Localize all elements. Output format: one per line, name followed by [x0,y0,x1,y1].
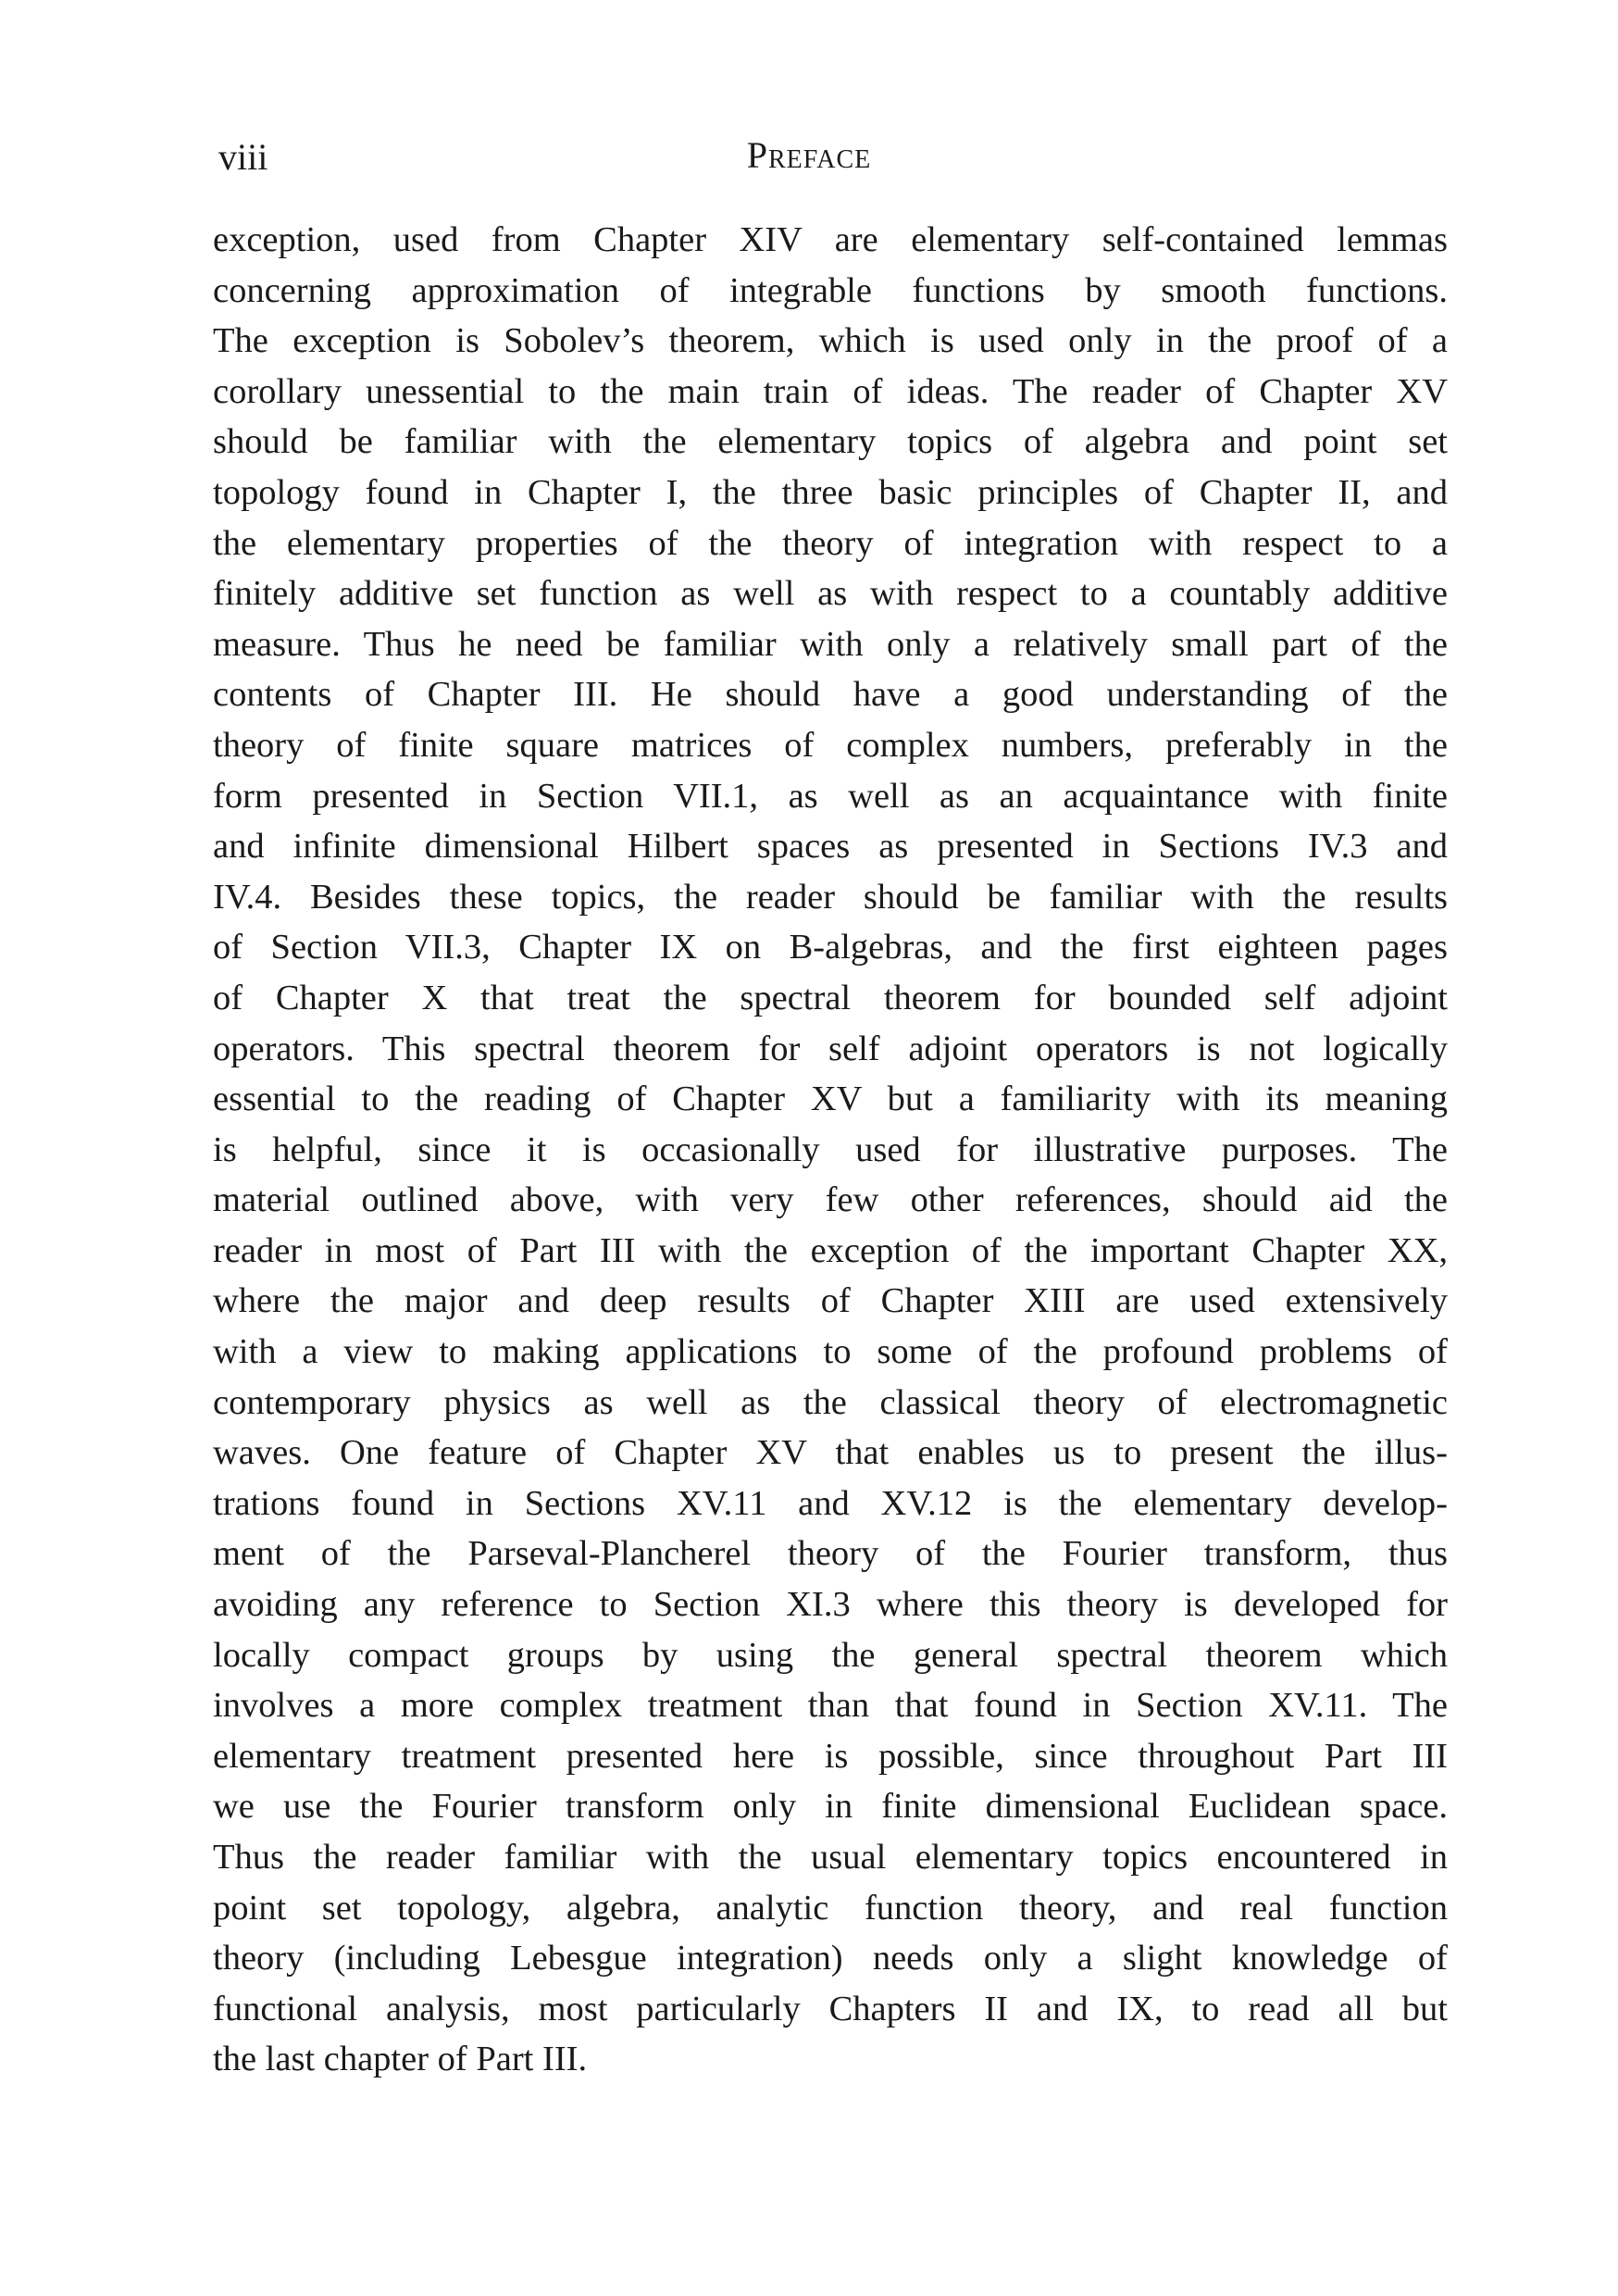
text-line: The exception is Sobolev’s theorem, which is used only in the proof of a [213,321,1448,361]
text-line: waves. One feature of Chapter XV that enables us to present the illus- [213,1433,1448,1473]
text-line: the elementary properties of the theory of integration with respect to a [213,523,1448,563]
text-line: of Section VII.3, Chapter IX on B-algebras, and the first eighteen pages [213,928,1448,967]
text-line: essential to the reading of Chapter XV but a familiarity with its meaning [213,1079,1448,1119]
page-number: viii [218,136,268,178]
text-line: elementary treatment presented here is possible, since throughout Part III [213,1736,1448,1776]
text-line: topology found in Chapter I, the three basic principles of Chapter II, and [213,472,1448,512]
text-line: is helpful, since it is occasionally used for illustrative purposes. The [213,1129,1448,1169]
text-line: avoiding any reference to Section XI.3 where this theory is developed for [213,1585,1448,1625]
text-line: ment of the Parseval-Plancherel theory of the Fourier transform, thus [213,1534,1448,1574]
text-line: form presented in Section VII.1, as well as an acquaintance with finite [213,776,1448,816]
text-line: exception, used from Chapter XIV are elementary self-contained lemmas [213,220,1448,259]
text-line: where the major and deep results of Chapter XIII are used extensively [213,1281,1448,1321]
text-line: contemporary physics as well as the classical theory of electromagnetic [213,1382,1448,1422]
text-line: Thus the reader familiar with the usual elementary topics encountered in [213,1838,1448,1877]
text-line: trations found in Sections XV.11 and XV.12 is the elementary develop- [213,1483,1448,1523]
text-line: contents of Chapter III. He should have a good understanding of the [213,675,1448,715]
text-line: we use the Fourier transform only in finite dimensional Euclidean space. [213,1787,1448,1827]
text-line: of Chapter X that treat the spectral theorem for bounded self adjoint [213,978,1448,1017]
running-head: Preface [746,134,872,176]
text-line: point set topology, algebra, analytic function theory, and real function [213,1888,1448,1928]
text-line: the last chapter of Part III. [213,2040,588,2079]
text-line: concerning approximation of integrable functions by smooth functions. [213,270,1448,310]
text-line: involves a more complex treatment than that found in Section XV.11. The [213,1686,1448,1726]
text-line: reader in most of Part III with the exception of the important Chapter XX, [213,1230,1448,1270]
text-line: finitely additive set function as well as with respect to a countably additive [213,574,1448,614]
text-line: IV.4. Besides these topics, the reader should be familiar with the results [213,877,1448,917]
text-line: locally compact groups by using the general spectral theorem which [213,1635,1448,1675]
text-line: operators. This spectral theorem for self adjoint operators is not logically [213,1029,1448,1068]
text-line: theory (including Lebesgue integration) needs only a slight knowledge of [213,1939,1448,1978]
text-line: material outlined above, with very few other references, should aid the [213,1180,1448,1220]
text-line: theory of finite square matrices of complex numbers, preferably in the [213,725,1448,765]
text-line: functional analysis, most particularly Chapters II and IX, to read all but [213,1989,1448,2028]
text-line: and infinite dimensional Hilbert spaces as presented in Sections IV.3 and [213,827,1448,867]
text-line: should be familiar with the elementary topics of algebra and point set [213,422,1448,462]
text-line: measure. Thus he need be familiar with only a relatively small part of the [213,624,1448,664]
text-line: with a view to making applications to some of the profound problems of [213,1332,1448,1372]
body-text [213,215,1448,2085]
text-line: corollary unessential to the main train of ideas. The reader of Chapter XV [213,371,1448,411]
